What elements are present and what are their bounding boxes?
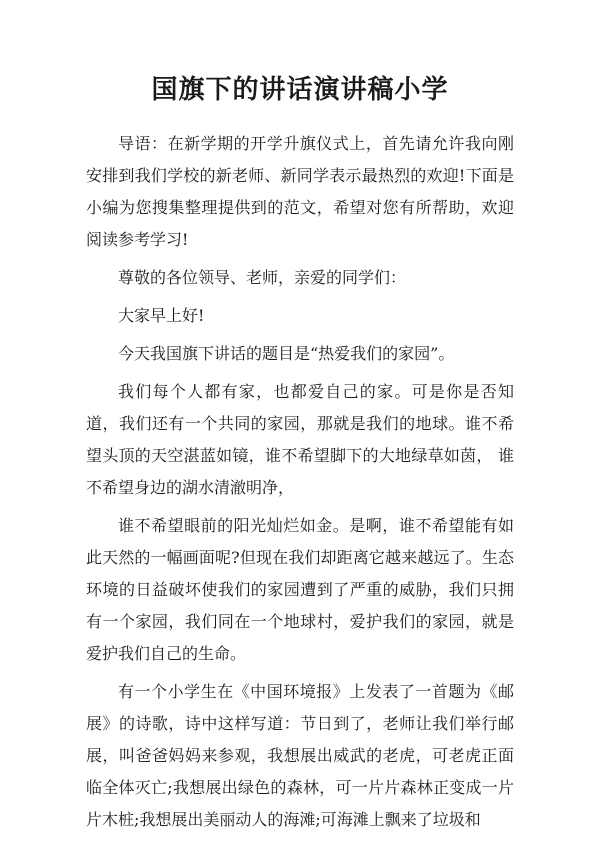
paragraph-poem: 有一个小学生在《中国环境报》上发表了一首题为《邮展》的诗歌，诗中这样写道：节日到了，老师让我们举行邮展，叫爸爸妈妈来参观，我想展出威武的老虎，可老虎正面临全体灭亡;我想展出绿色的森林，可一片片森林正变成一片片木桩;我想展出美丽动人的海滩;可海滩上飘来了垃圾和 [86,682,514,829]
paragraph-salutation: 尊敬的各位领导、老师，亲爱的同学们： [118,268,407,287]
paragraph-environment: 谁不希望眼前的阳光灿烂如金。是啊，谁不希望能有如此天然的一幅画面呢?但现在我们却距离它越来越远了。生态环境的日益破坏使我们的家园遭到了严重的威胁，我们只拥有一个家园，我们同在一个地球村，爱护我们的家园，就是爱护我们自己的生命。 [86,516,514,663]
paragraph-greeting: 大家早上好! [118,306,205,325]
paragraph-home: 我们每个人都有家，也都爱自己的家。可是你是否知道，我们还有一个共同的家园，那就是我们的地球。谁不希望头顶的天空湛蓝如镜，谁不希望脚下的大地绿草如茵， 谁不希望身边的湖水清澈明净， [86,382,514,497]
paragraph-intro: 导语：在新学期的开学升旗仪式上，首先请允许我向刚安排到我们学校的新老师、新同学表示最热烈的欢迎!下面是小编为您搜集整理提供到的范文，希望对您有所帮助，欢迎阅读参考学习! [86,134,514,249]
document-body [86,128,514,836]
page-title: 国旗下的讲话演讲稿小学 [151,75,449,105]
paragraph-topic: 今天我国旗下讲话的题目是“热爱我们的家园”。 [118,344,455,363]
